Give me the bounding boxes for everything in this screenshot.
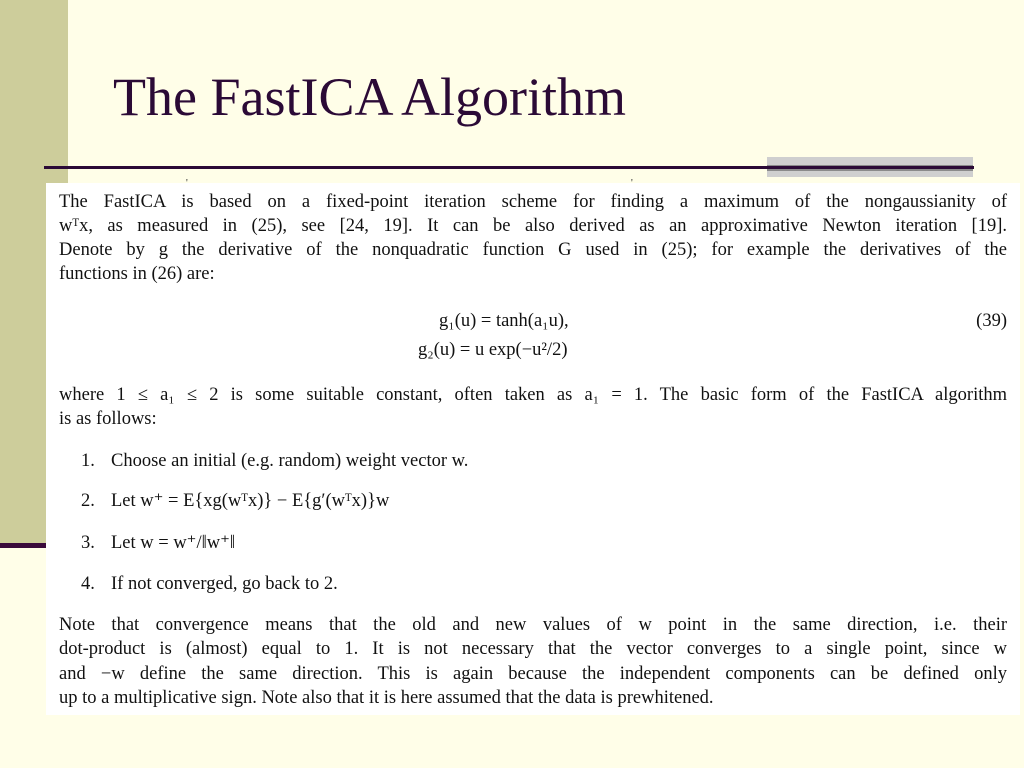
step-number: 1.	[81, 451, 95, 471]
paragraph-line: Denote by g the derivative of the nonquadratic function G used in (25); for example the derivatives of the	[59, 240, 1007, 260]
paragraph-line: Note that convergence means that the old and new values of w point in the same direction, i.e. their	[59, 615, 1007, 635]
paragraph-line: where 1 ≤ a₁ ≤ 2 is some suitable constant, often taken as a₁ = 1. The basic form of the FastICA algorithm	[59, 385, 1007, 405]
step-text: If not converged, go back to 2.	[111, 574, 338, 594]
paragraph-line: The FastICA is based on a fixed-point iteration scheme for finding a maximum of the nongaussianity of	[59, 192, 1007, 212]
clipped-text-fragment: '	[186, 178, 188, 189]
paragraph-line: dot-product is (almost) equal to 1. It is not necessary that the vector converges to a single point, since w	[59, 639, 1007, 659]
step-number: 4.	[81, 574, 95, 594]
equation-number: (39)	[976, 311, 1007, 331]
step-number: 2.	[81, 491, 95, 511]
algorithm-step	[81, 531, 235, 555]
equation-g2: g₂(u) = u exp(−u²/2)	[418, 340, 568, 360]
step-text: Let w⁺ = E{xg(wᵀx)} − E{g′(wᵀx)}w	[111, 491, 390, 511]
paragraph-line: and −w define the same direction. This is again because the independent components can be defined only	[59, 664, 1007, 684]
algorithm-step	[81, 572, 338, 596]
step-number: 3.	[81, 533, 95, 553]
paragraph-line: functions in (26) are:	[59, 264, 215, 284]
step-text: Choose an initial (e.g. random) weight vector w.	[111, 451, 469, 471]
equation-g1: g₁(u) = tanh(a₁u),	[439, 311, 569, 331]
algorithm-step	[81, 489, 389, 513]
paragraph-line: wᵀx, as measured in (25), see [24, 19]. It can be also derived as an approximative Newton iteration [19].	[59, 216, 1007, 236]
title-divider	[44, 166, 974, 169]
step-text: Let w = w⁺/‖w⁺‖	[111, 533, 236, 553]
paragraph-line: up to a multiplicative sign. Note also that it is here assumed that the data is prewhitened.	[59, 688, 714, 708]
clipped-text-fragment: '	[631, 178, 633, 189]
sidebar-rule	[0, 543, 46, 548]
paragraph-line: is as follows:	[59, 409, 157, 429]
slide-title: The FastICA Algorithm	[113, 67, 626, 127]
algorithm-step	[81, 449, 468, 473]
document-excerpt	[46, 178, 1020, 715]
